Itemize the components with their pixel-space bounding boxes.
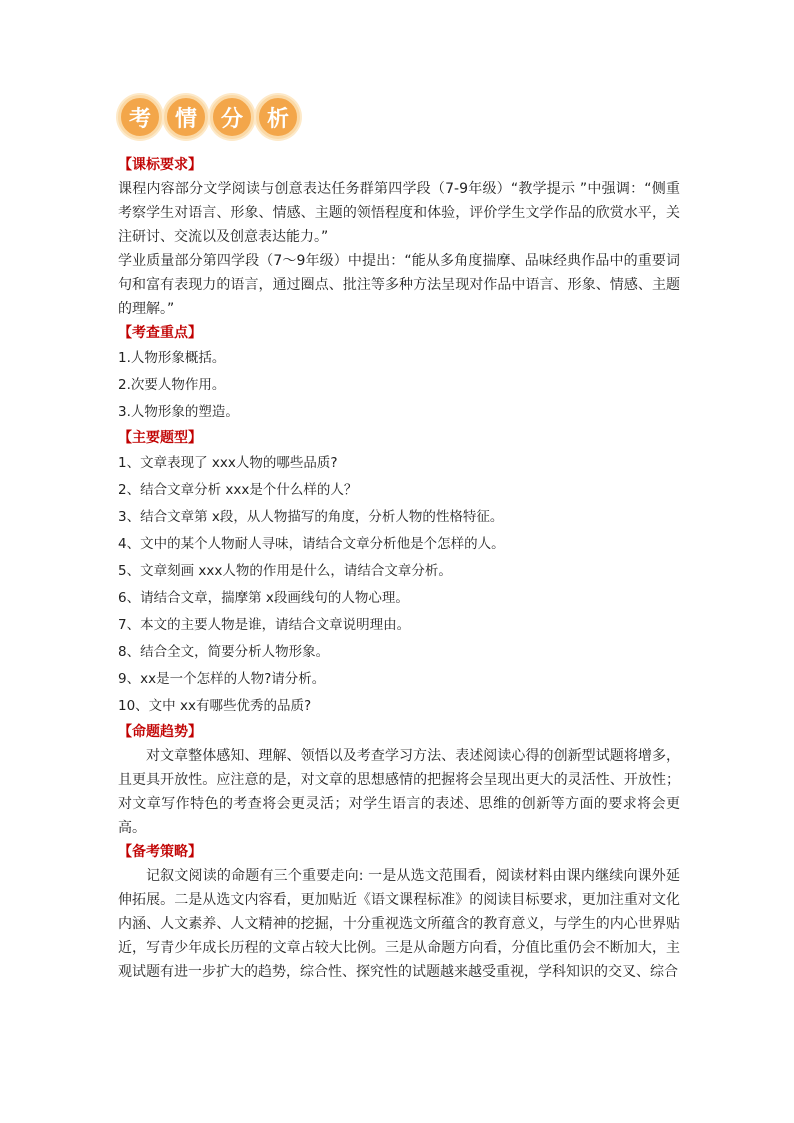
heading-trend: 【命题趋势】 bbox=[118, 724, 202, 740]
curriculum-paragraph-2: 学业质量部分第四学段（7～9年级）中提出：“能从多角度揣摩、品味经典作品中的重要词句和富有表现力的语言，通过圈点、批注等多种方法呈现对作品中语言、形象、情感、主题的理解。” bbox=[118, 253, 680, 317]
section-banner bbox=[118, 95, 680, 139]
banner-char: 析 bbox=[256, 95, 300, 139]
focus-item: 1.人物形象概括。 bbox=[118, 350, 226, 366]
strategy-paragraph: 记叙文阅读的命题有三个重要走向: 一是从选文范围看，阅读材料由课内继续向课外延伸拓展。二是从选文内容看，更加贴近《语文课程标准》的阅读目标要求，更加注重对文化内涵、人文素养、人文精神的挖掘，十分重视选文所蕴含的教育意义，与学生的内心世界贴近，写青少年成长历程的文章占较大比例。三是从命题方向看，分值比重仍会不断加大，主观试题有进一步扩大的趋势，综合性、探究性的试题越来越受重视，学科知识的交叉、综合 bbox=[118, 868, 680, 980]
question-type-item: 2、结合文章分析 xxx是个什么样的人？ bbox=[118, 482, 358, 498]
question-type-item: 7、本文的主要人物是谁，请结合文章说明理由。 bbox=[118, 617, 411, 633]
question-type-item: 8、结合全文，简要分析人物形象。 bbox=[118, 644, 330, 660]
heading-strategy: 【备考策略】 bbox=[118, 844, 202, 860]
question-type-item: 4、文中的某个人物耐人寻味，请结合文章分析他是个怎样的人。 bbox=[118, 536, 505, 552]
trend-paragraph: 对文章整体感知、理解、领悟以及考查学习方法、表述阅读心得的创新型试题将增多，且更具开放性。应注意的是，对文章的思想感情的把握将会呈现出更大的灵活性、开放性；对文章写作特色的考查将会更灵活；对学生语言的表述、思维的创新等方面的要求将会更高。 bbox=[118, 748, 680, 836]
document-page bbox=[118, 95, 680, 984]
banner-char: 情 bbox=[164, 95, 208, 139]
curriculum-paragraph-1: 课程内容部分文学阅读与创意表达任务群第四学段（7-9年级）“教学提示 ”中强调：“侧重考察学生对语言、形象、情感、主题的领悟程度和体验，评价学生文学作品的欣赏水平，关注研讨、交流以及创意表达能力。” bbox=[118, 181, 680, 245]
question-type-item: 5、文章刻画 xxx人物的作用是什么，请结合文章分析。 bbox=[118, 563, 452, 579]
heading-focus: 【考查重点】 bbox=[118, 325, 202, 341]
question-type-item: 10、文中 xx有哪些优秀的品质? bbox=[118, 698, 312, 714]
question-type-item: 3、结合文章第 x段，从人物描写的角度，分析人物的性格特征。 bbox=[118, 509, 504, 525]
focus-item: 3.人物形象的塑造。 bbox=[118, 404, 239, 420]
heading-curriculum: 【课标要求】 bbox=[118, 157, 202, 173]
question-type-item: 9、xx是一个怎样的人物?请分析。 bbox=[118, 671, 326, 687]
focus-item: 2.次要人物作用。 bbox=[118, 377, 226, 393]
question-type-item: 6、请结合文章，揣摩第 x段画线句的人物心理。 bbox=[118, 590, 409, 606]
banner-char: 考 bbox=[118, 95, 162, 139]
question-type-item: 1、文章表现了 xxx人物的哪些品质? bbox=[118, 455, 338, 471]
heading-question-types: 【主要题型】 bbox=[118, 430, 202, 446]
banner-char: 分 bbox=[210, 95, 254, 139]
